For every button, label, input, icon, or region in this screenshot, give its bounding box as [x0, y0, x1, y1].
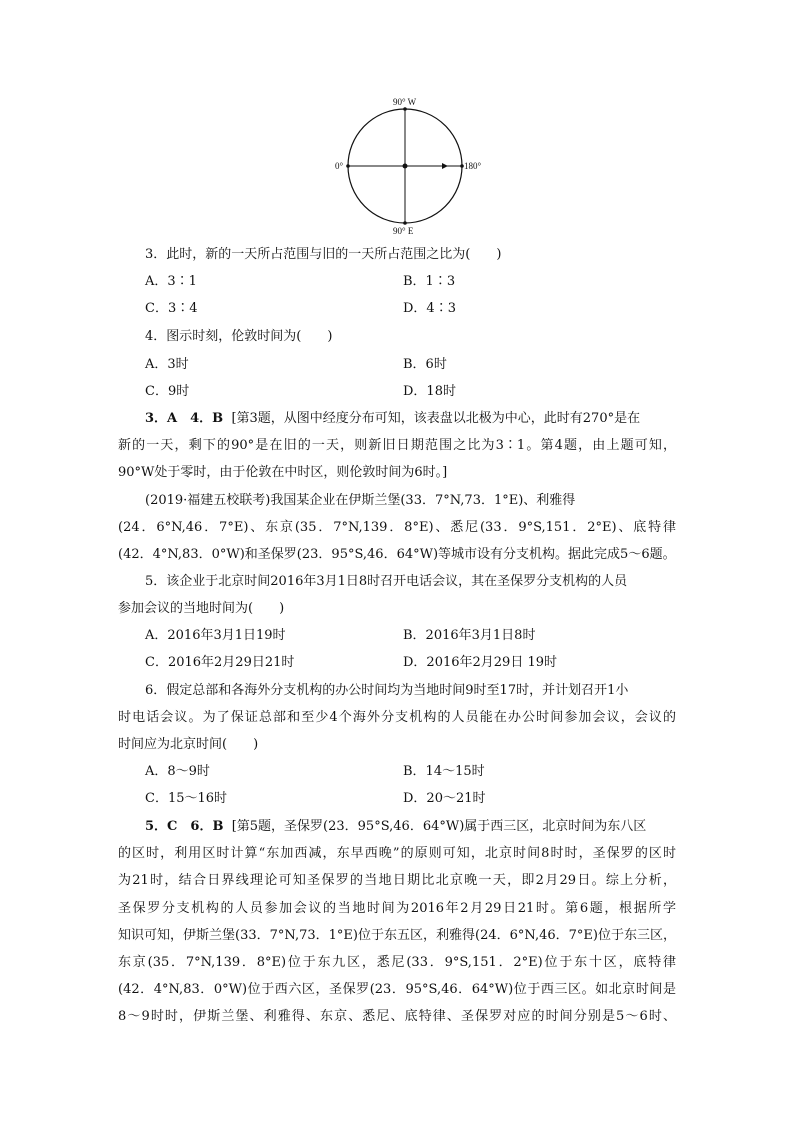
- q6-stem-line2: 时电话会议。为了保证总部和至少4个海外分支机构的人员能在办公时间参加会议，会议的: [118, 710, 676, 725]
- answer-3-4-line3: 90°W处于零时，由于伦敦在中时区，则伦敦时间为6时。]: [118, 465, 448, 480]
- answer-3-4-text1: [第3题，从图中经度分布可知，该表盘以北极为中心，此时有270°是在: [231, 411, 641, 426]
- bottom-dot: [403, 221, 407, 225]
- q4-option-d: D．18时: [403, 384, 456, 399]
- q6-option-a: A．8～9时: [145, 764, 210, 779]
- label-90w: 90° W: [393, 97, 417, 107]
- q3-option-a: A．3∶1: [145, 274, 197, 289]
- source-line1: (2019·福建五校联考)我国某企业在伊斯兰堡(33．7°N,73．1°E)、利雅得: [145, 493, 576, 508]
- answer-5-6-text1: [第5题，圣保罗(23．95°S,46．64°W)属于西三区，北京时间为东八区: [231, 819, 647, 834]
- answer-5-6-line6: 东京(35．7°N,139．8°E)位于东九区，悉尼(33．9°S,151．2°E)位于东十区，底特律: [118, 955, 676, 970]
- polar-diagram: [300, 88, 500, 238]
- answer-5-6-key: 5．C 6．B: [145, 819, 224, 834]
- label-0: 0°: [335, 161, 344, 171]
- answer-5-6-line1: [145, 818, 646, 836]
- answer-5-6-line5: 知识可知，伊斯兰堡(33．7°N,73．1°E)位于东五区，利雅得(24．6°N,46．7°E)位于东三区，: [118, 928, 676, 943]
- q6-stem-line3: 时间应为北京时间( ): [118, 737, 259, 752]
- answer-5-6-line4: 圣保罗分支机构的人员参加会议的当地时间为2016年2月29日21时。第6题，根据所学: [118, 901, 676, 916]
- q4-option-b: B．6时: [403, 357, 447, 372]
- left-dot: [346, 164, 350, 168]
- q3-option-d: D．4∶3: [403, 301, 456, 316]
- q5-option-d: D．2016年2月29日 19时: [403, 655, 557, 670]
- q4-option-c: C．9时: [145, 384, 190, 399]
- source-line2: (24．6°N,46．7°E)、东京(35．7°N,139．8°E)、悉尼(33．9°S,151．2°E)、底特律: [118, 520, 676, 535]
- q6-option-b: B．14～15时: [403, 764, 485, 779]
- q5-option-c: C．2016年2月29日21时: [145, 655, 295, 670]
- q5-stem-line2: 参加会议的当地时间为( ): [118, 601, 285, 616]
- answer-5-6-line2: 的区时，利用区时计算“东加西减，东早西晚”的原则可知，北京时间8时时，圣保罗的区时: [118, 846, 676, 861]
- q3-option-c: C．3∶4: [145, 301, 198, 316]
- q6-option-c: C．15～16时: [145, 791, 228, 806]
- q5-option-a: A．2016年3月1日19时: [145, 628, 286, 643]
- answer-5-6-line3: 为21时，结合日界线理论可知圣保罗的当地日期比北京晚一天，即2月29日。综上分析，: [118, 873, 676, 888]
- q3-option-b: B．1∶3: [403, 274, 456, 289]
- q6-stem-line1: 6．假定总部和各海外分支机构的办公时间均为当地时间9时至17时，并计划召开1小: [145, 683, 629, 698]
- q5-option-b: B．2016年3月1日8时: [403, 628, 536, 643]
- label-90e: 90° E: [393, 226, 414, 236]
- q5-stem-line1: 5．该企业于北京时间2016年3月1日8时召开电话会议，其在圣保罗分支机构的人员: [145, 574, 628, 589]
- answer-5-6-line8: 8～9时时，伊斯兰堡、利雅得、东京、悉尼、底特律、圣保罗对应的时间分别是5～6时、: [118, 1009, 676, 1024]
- q6-option-d: D．20～21时: [403, 791, 486, 806]
- answer-3-4-key: 3．A 4．B: [145, 411, 224, 426]
- center-dot: [403, 164, 408, 169]
- label-180: 180°: [464, 161, 482, 171]
- polar-diagram-svg: [300, 88, 500, 238]
- source-line3: (42．4°N,83．0°W)和圣保罗(23．95°S,46．64°W)等城市设有分支机构。据此完成5～6题。: [118, 547, 676, 562]
- answer-3-4-line2: 新的一天，剩下的90°是在旧的一天，则新旧日期范围之比为3∶1。第4题，由上题可知，: [118, 438, 676, 453]
- answer-5-6-line7: (42．4°N,83．0°W)位于西六区，圣保罗(23．95°S,46．64°W)位于西三区。如北京时间是: [118, 982, 676, 997]
- top-dot: [403, 107, 407, 111]
- answer-3-4-line1: [145, 410, 640, 428]
- q4-option-a: A．3时: [145, 357, 189, 372]
- q3-stem: 3．此时，新的一天所占范围与旧的一天所占范围之比为( ): [145, 247, 502, 262]
- rotation-arrow: [442, 163, 448, 169]
- q4-stem: 4．图示时刻，伦敦时间为( ): [145, 329, 333, 344]
